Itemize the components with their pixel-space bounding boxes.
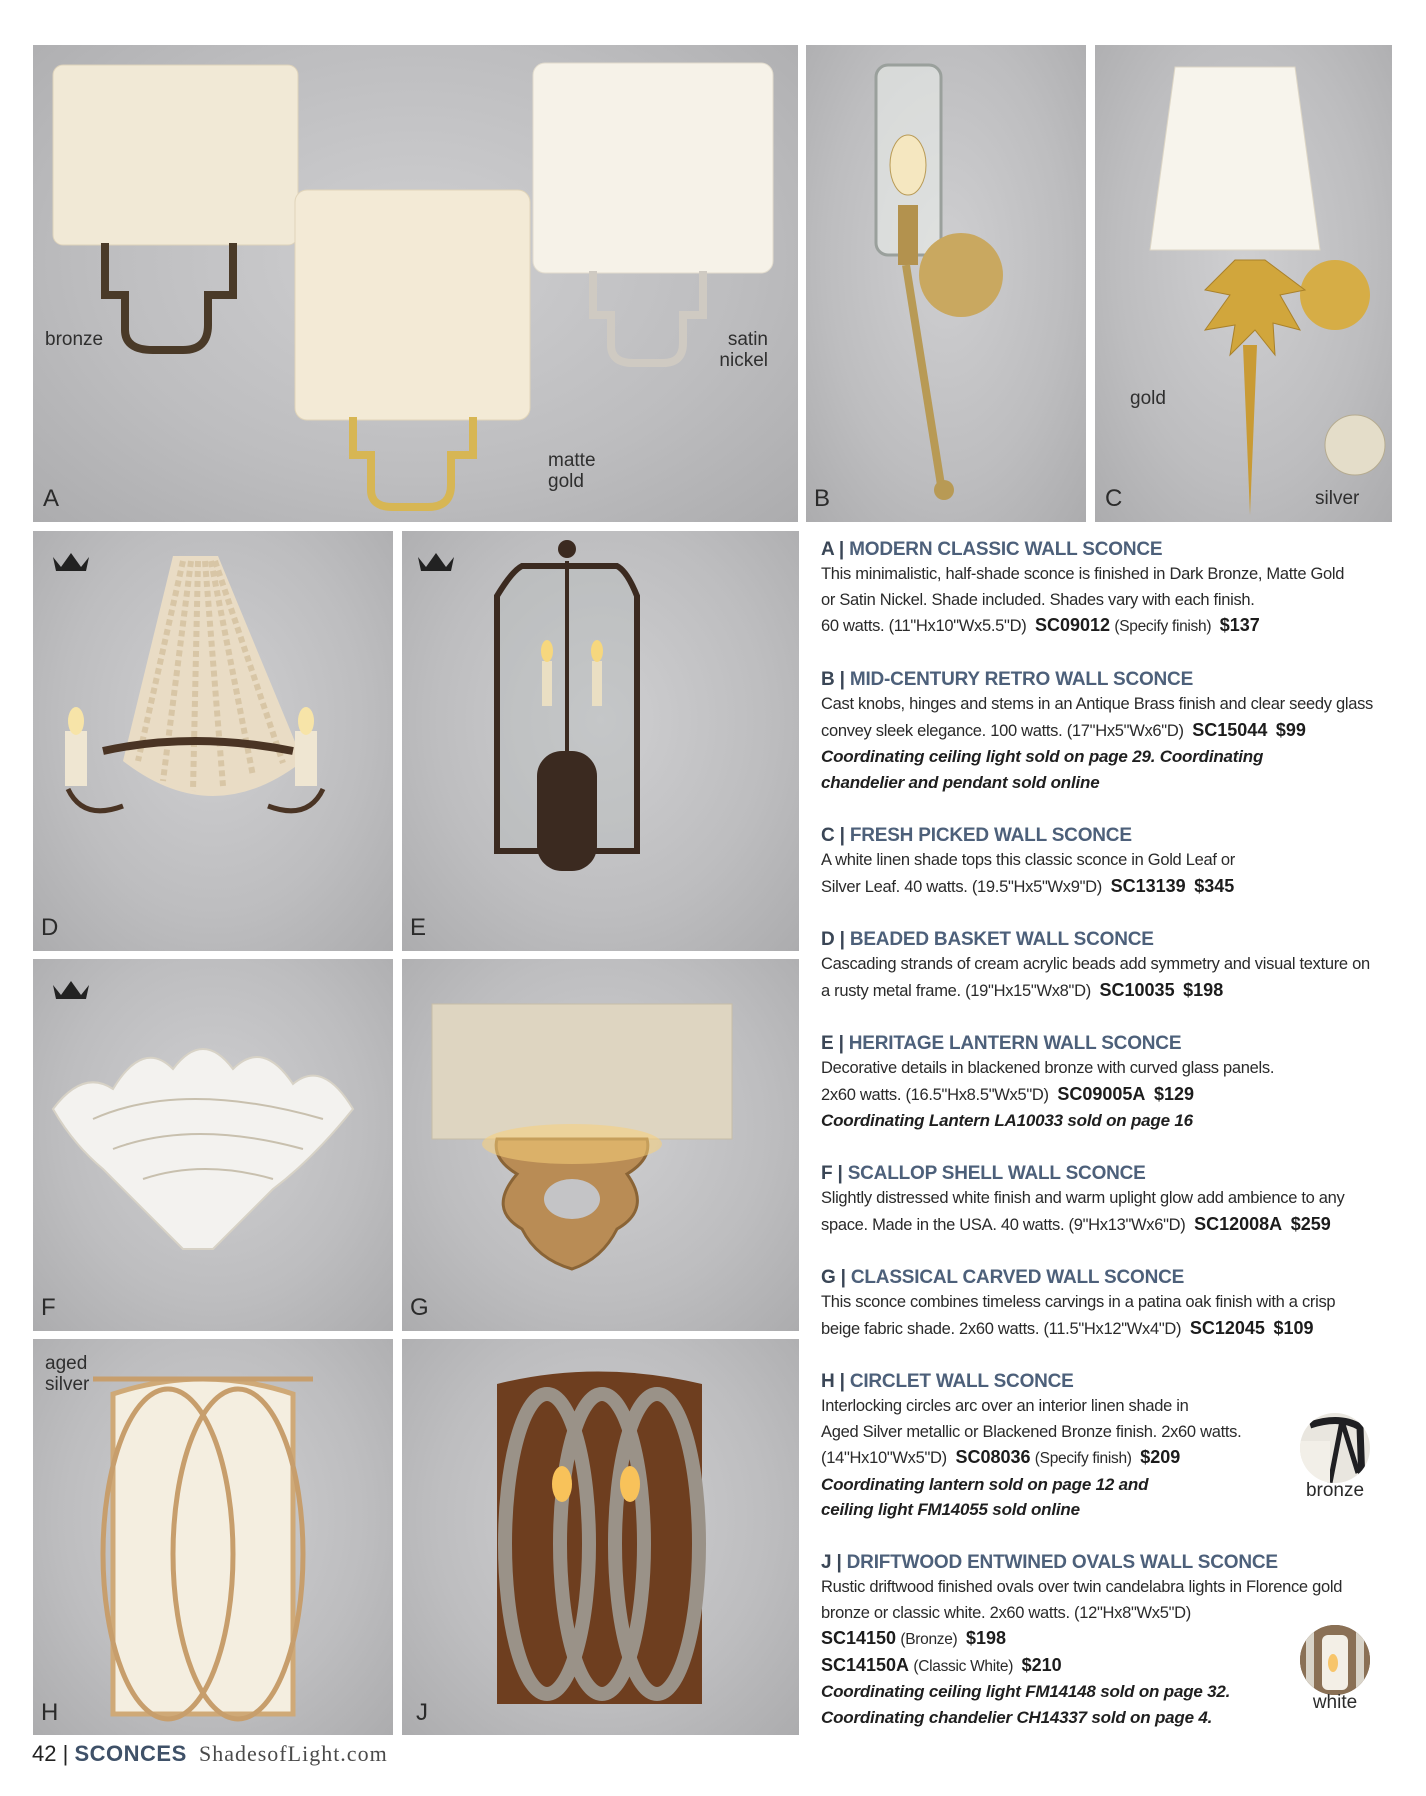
description-line: 2x60 watts. (16.5"Hx8.5"Wx5"D) <box>821 1085 1049 1104</box>
finish-label-bronze: bronze <box>1305 1480 1365 1501</box>
product-title: BEADED BASKET WALL SCONCE <box>849 929 1154 950</box>
finish-label-silver: silver <box>1315 488 1360 509</box>
photo-g <box>402 959 799 1331</box>
description-line: A white linen shade tops this classic sconce in Gold Leaf or <box>821 851 1235 869</box>
product-title: MID-CENTURY RETRO WALL SCONCE <box>849 669 1194 690</box>
photo-letter: A <box>43 485 60 512</box>
product-letter: G <box>821 1267 836 1288</box>
finish-swatch-bronze <box>1300 1413 1370 1483</box>
finish-label-satin-nickel: satin nickel <box>719 329 768 371</box>
description-line: Cast knobs, hinges and stems in an Antique Brass finish and clear seedy glass <box>821 695 1373 713</box>
sku-note: (Classic White) <box>913 1657 1014 1675</box>
site-name: ShadesofLight.com <box>198 1741 388 1766</box>
product-h: H | CIRCLET WALL SCONCE Interlocking circles arc over an interior linen shade in Aged Silver metallic or Blackened Bronze finish. 2x60 watts. (14"Hx10"Wx5"D) SC08036 (Specify finish) $209 Coordinating lantern sold on page 12 and ceiling light FM14055 sold online <box>821 1369 1406 1523</box>
sku: SC15044 <box>1192 719 1268 740</box>
price: $345 <box>1194 875 1235 896</box>
sku: SC13139 <box>1110 875 1186 896</box>
product-title: HERITAGE LANTERN WALL SCONCE <box>848 1033 1182 1054</box>
photo-letter: H <box>41 1699 59 1726</box>
price: $198 <box>965 1628 1007 1648</box>
photo-letter: C <box>1105 485 1123 512</box>
sku: SC12008A <box>1194 1213 1283 1234</box>
product-a: A | MODERN CLASSIC WALL SCONCE This minimalistic, half-shade sconce is finished in Dark Bronze, Matte Gold or Satin Nickel. Shade included. Shades vary with each finish. 60 watts. (11"Hx10"Wx5.5"D) SC09012 (Specify finish) $137 <box>821 537 1406 640</box>
photo-h <box>33 1339 393 1735</box>
product-title: DRIFTWOOD ENTWINED OVALS WALL SCONCE <box>846 1552 1278 1573</box>
description-line: Decorative details in blackened bronze with curved glass panels. <box>821 1059 1275 1077</box>
sku: SC08036 <box>955 1447 1031 1467</box>
coordinating-note: Coordinating chandelier CH14337 sold on page 4. <box>821 1707 1213 1727</box>
sku-note: (Specify finish) <box>1034 1450 1132 1467</box>
swatch-white-icon <box>1300 1625 1370 1695</box>
photo-letter: G <box>410 1294 429 1321</box>
description-line: Interlocking circles arc over an interior linen shade in <box>821 1397 1189 1415</box>
sconce-d-illustration <box>33 531 393 951</box>
price: $129 <box>1153 1083 1195 1104</box>
sku: SC09005A <box>1057 1083 1146 1104</box>
product-letter: H <box>821 1371 835 1392</box>
product-c: C | FRESH PICKED WALL SCONCE A white linen shade tops this classic sconce in Gold Leaf or Silver Leaf. 40 watts. (19.5"Hx5"Wx9"D) SC13139 $345 <box>821 823 1406 900</box>
price: $137 <box>1219 615 1260 635</box>
description-line: space. Made in the USA. 40 watts. (9"Hx13"Wx6"D) <box>821 1215 1186 1234</box>
description-line: convey sleek elegance. 100 watts. (17"Hx5"Wx6"D) <box>821 721 1184 740</box>
sku-note: (Bronze) <box>900 1631 958 1648</box>
finish-swatch-white <box>1300 1625 1370 1695</box>
product-g: G | CLASSICAL CARVED WALL SCONCE This sconce combines timeless carvings in a patina oak finish with a crisp beige fabric shade. 2x60 watts. (11.5"Hx12"Wx4"D) SC12045 $109 <box>821 1265 1406 1342</box>
description-line: 60 watts. (11"Hx10"Wx5.5"D) <box>821 617 1027 635</box>
sconce-j-illustration <box>402 1339 799 1735</box>
coordinating-note: Coordinating ceiling light FM14148 sold on page 32. <box>821 1682 1231 1701</box>
product-letter: B <box>821 669 835 690</box>
finish-label-gold: gold <box>1130 388 1166 409</box>
photo-letter: J <box>416 1699 428 1726</box>
crown-icon <box>51 977 91 1001</box>
crown-icon <box>416 549 456 573</box>
sku: SC09012 <box>1034 615 1111 635</box>
photo-e <box>402 531 799 951</box>
swatch-bronze-icon <box>1300 1413 1370 1483</box>
product-d: D | BEADED BASKET WALL SCONCE Cascading strands of cream acrylic beads add symmetry and visual texture on a rusty metal frame. (19"Hx15"Wx8"D) SC10035 $198 <box>821 927 1406 1004</box>
coordinating-note: chandelier and pendant sold online <box>821 772 1100 792</box>
sku: SC14150 <box>821 1628 897 1648</box>
photo-a <box>33 45 798 522</box>
sconce-a-illustration <box>33 45 798 522</box>
sconce-b-illustration <box>806 45 1086 522</box>
product-letter: A <box>821 539 834 560</box>
product-letter: F <box>821 1163 833 1184</box>
product-letter: C <box>821 825 835 846</box>
finish-label-white: white <box>1312 1692 1358 1713</box>
description-line: beige fabric shade. 2x60 watts. (11.5"Hx12"Wx4"D) <box>821 1319 1182 1338</box>
description-line: Silver Leaf. 40 watts. (19.5"Hx5"Wx9"D) <box>821 877 1102 896</box>
description-line: or Satin Nickel. Shade included. Shades vary with each finish. <box>821 590 1255 609</box>
coordinating-note: Coordinating Lantern LA10033 sold on page 16 <box>821 1111 1193 1130</box>
description-line: This sconce combines timeless carvings in a patina oak finish with a crisp <box>821 1293 1336 1311</box>
product-title: CLASSICAL CARVED WALL SCONCE <box>850 1267 1185 1288</box>
product-letter: J <box>821 1552 832 1573</box>
price: $209 <box>1140 1447 1181 1467</box>
sconce-f-illustration <box>33 959 393 1331</box>
product-letter: D <box>821 929 835 950</box>
price: $198 <box>1183 979 1224 1000</box>
price: $109 <box>1273 1317 1314 1338</box>
sku: SC10035 <box>1099 979 1175 1000</box>
price: $99 <box>1275 719 1306 740</box>
finish-label-aged-silver: aged silver <box>45 1353 90 1395</box>
price: $210 <box>1021 1654 1062 1675</box>
footer-separator: | <box>62 1741 69 1766</box>
product-b: B | MID-CENTURY RETRO WALL SCONCE Cast knobs, hinges and stems in an Antique Brass finish and clear seedy glass convey sleek elegance. 100 watts. (17"Hx5"Wx6"D) SC15044 $99 Coordinating ceiling light sold on page 29. Coordinating chandelier and pendant sold online <box>821 667 1406 795</box>
coordinating-note: ceiling light FM14055 sold online <box>821 1500 1080 1519</box>
description-line: bronze or classic white. 2x60 watts. (12"Hx8"Wx5"D) <box>821 1603 1191 1622</box>
product-letter: E <box>821 1033 834 1054</box>
sku: SC12045 <box>1189 1317 1265 1338</box>
sconce-h-illustration <box>33 1339 393 1735</box>
photo-letter: F <box>41 1294 56 1321</box>
photo-letter: E <box>410 914 427 941</box>
sku: SC14150A <box>821 1654 910 1675</box>
crown-icon <box>51 549 91 573</box>
description-line: Cascading strands of cream acrylic beads add symmetry and visual texture on <box>821 955 1370 973</box>
product-j: J | DRIFTWOOD ENTWINED OVALS WALL SCONCE Rustic driftwood finished ovals over twin candelabra lights in Florence gold bronze or classic white. 2x60 watts. (12"Hx8"Wx5"D) SC14150 (Bronze) $198 SC14150A (Classic White) $210 Coordinating ceiling light FM14148 sold on page 32. Coordinating chandelier CH14337 sold on page 4. <box>821 1550 1406 1730</box>
photo-letter: D <box>41 914 59 941</box>
photo-d <box>33 531 393 951</box>
photo-b <box>806 45 1086 522</box>
product-e: E | HERITAGE LANTERN WALL SCONCE Decorative details in blackened bronze with curved glass panels. 2x60 watts. (16.5"Hx8.5"Wx5"D) SC09005A $129 Coordinating Lantern LA10033 sold on page 16 <box>821 1031 1406 1134</box>
photo-f <box>33 959 393 1331</box>
product-title: MODERN CLASSIC WALL SCONCE <box>849 539 1163 560</box>
finish-label-bronze: bronze <box>45 329 104 350</box>
photo-j <box>402 1339 799 1735</box>
description-line: Slightly distressed white finish and warm uplight glow add ambience to any <box>821 1189 1345 1207</box>
description-line: Aged Silver metallic or Blackened Bronze finish. 2x60 watts. <box>821 1422 1242 1441</box>
sku-note: (Specify finish) <box>1114 618 1212 635</box>
section-name: SCONCES <box>74 1741 187 1766</box>
finish-label-matte-gold: matte gold <box>548 450 596 492</box>
sconce-g-illustration <box>402 959 799 1331</box>
photo-c <box>1095 45 1392 522</box>
page-footer <box>32 1741 388 1767</box>
description-line: Rustic driftwood finished ovals over twin candelabra lights in Florence gold <box>821 1578 1343 1596</box>
sconce-e-illustration <box>402 531 799 951</box>
description-line: a rusty metal frame. (19"Hx15"Wx8"D) <box>821 981 1091 1000</box>
photo-letter: B <box>814 485 831 512</box>
product-title: FRESH PICKED WALL SCONCE <box>849 825 1132 846</box>
description-line: (14"Hx10"Wx5"D) <box>821 1449 947 1467</box>
sconce-c-illustration <box>1095 45 1392 522</box>
product-title: CIRCLET WALL SCONCE <box>849 1371 1074 1392</box>
description-line: This minimalistic, half-shade sconce is finished in Dark Bronze, Matte Gold <box>821 565 1345 583</box>
coordinating-note: Coordinating lantern sold on page 12 and <box>821 1474 1149 1494</box>
coordinating-note: Coordinating ceiling light sold on page 29. Coordinating <box>821 747 1264 766</box>
page-number: 42 <box>32 1741 57 1766</box>
product-title: SCALLOP SHELL WALL SCONCE <box>847 1163 1146 1184</box>
price: $259 <box>1290 1213 1331 1234</box>
product-f: F | SCALLOP SHELL WALL SCONCE Slightly distressed white finish and warm uplight glow add ambience to any space. Made in the USA. 40 watts. (9"Hx13"Wx6"D) SC12008A $259 <box>821 1161 1406 1238</box>
